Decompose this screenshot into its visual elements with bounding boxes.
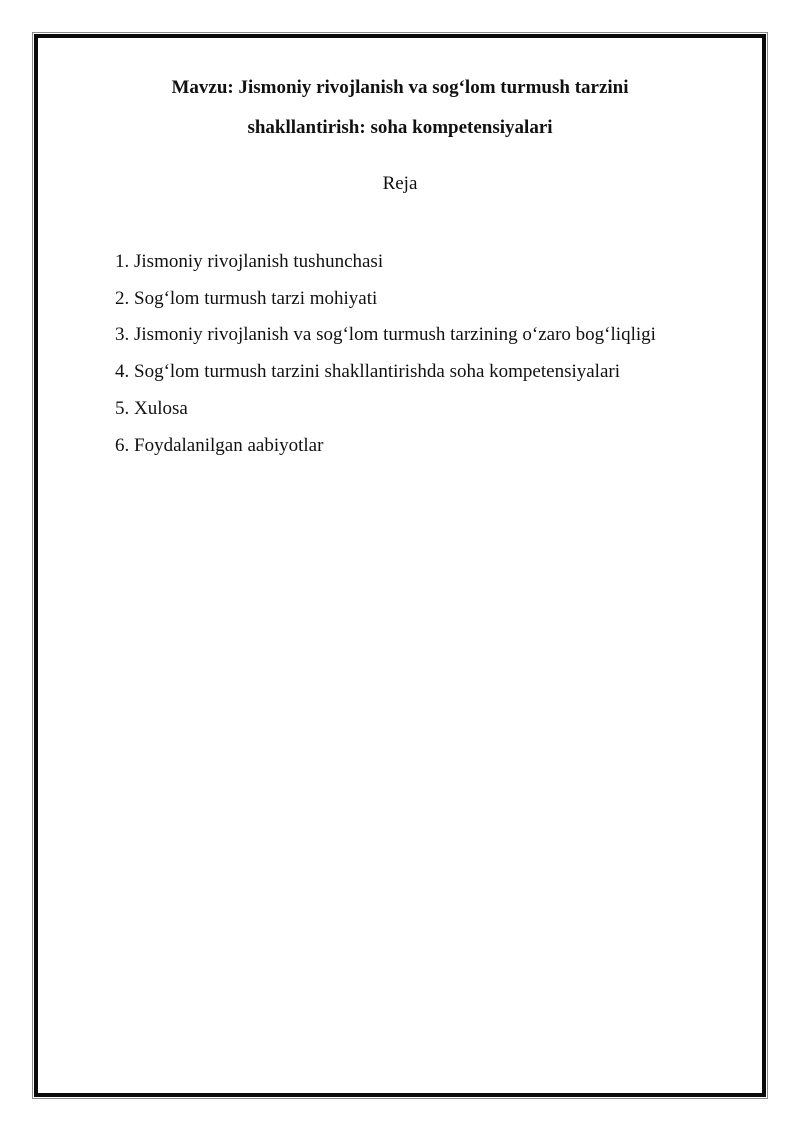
plan-item: 3. Jismoniy rivojlanish va sog‘lom turmush tarzining o‘zaro bog‘liqligi: [115, 324, 656, 346]
plan-item: 4. Sog‘lom turmush tarzini shakllantirishda soha kompetensiyalari: [115, 361, 620, 383]
plan-item: 1. Jismoniy rivojlanish tushunchasi: [115, 251, 384, 272]
plan-heading: Reja: [382, 173, 418, 194]
plan-item: 2. Sog‘lom turmush tarzi mohiyati: [115, 287, 378, 309]
document-title-line-1: Mavzu: Jismoniy rivojlanish va sog‘lom turmush tarzini: [171, 77, 629, 98]
plan-list: [115, 244, 656, 464]
plan-item: 5. Xulosa: [115, 397, 188, 419]
document-title-line-2: shakllantirish: soha kompetensiyalari: [247, 117, 553, 138]
plan-item: 6. Foydalanilgan aabiyotlar: [115, 434, 324, 456]
